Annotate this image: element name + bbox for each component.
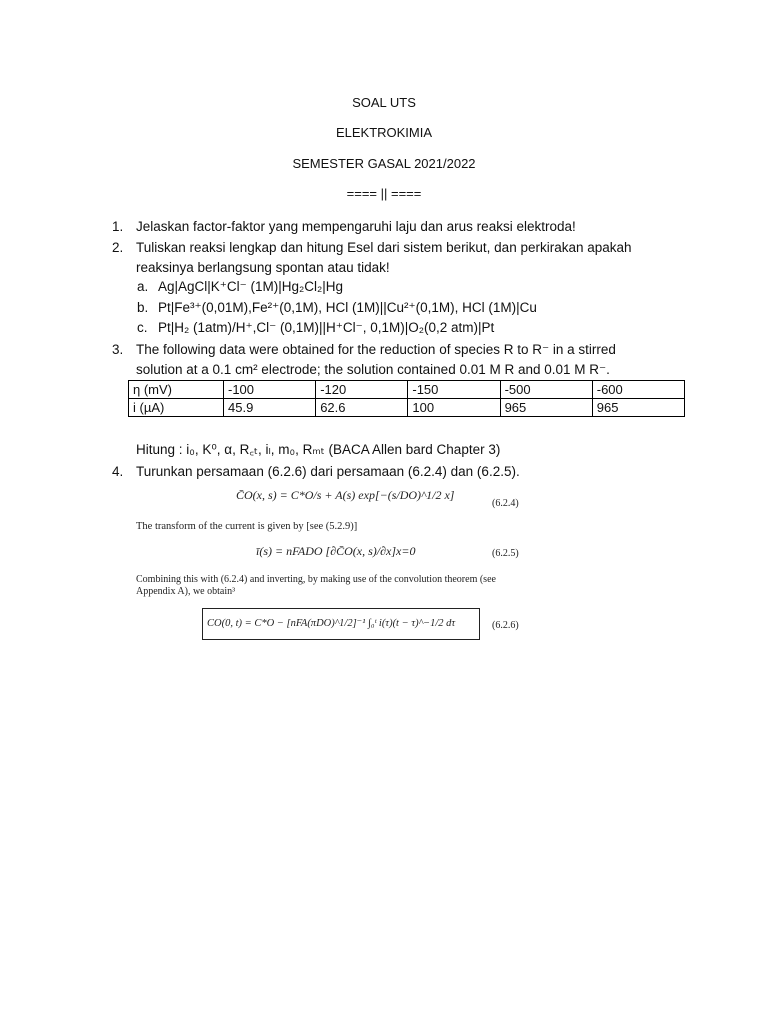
table-cell: 62.6 [316,399,408,417]
question-text-cont: solution at a 0.1 cm² electrode; the solution contained 0.01 M R and 0.01 M R⁻. [136,362,610,377]
table-cell: η (mV) [129,381,224,399]
table-cell: -500 [500,381,592,399]
subquestion-label: a. [137,279,149,294]
textbook-excerpt [136,480,528,656]
data-table [128,380,685,417]
semester-title: SEMESTER GASAL 2021/2022 [292,156,476,171]
subquestion-label: c. [137,320,148,335]
table-cell: 100 [408,399,500,417]
question-text: The following data were obtained for the reduction of species R to R⁻ in a stirred [136,342,616,357]
question-number: 2. [112,240,124,255]
hitung-text: Hitung : i₀, K⁰, α, R꜀ₜ, iₗ, m₀, Rₘₜ (BACA Allen bard Chapter 3) [136,442,501,457]
table-cell: 965 [500,399,592,417]
table-cell: -100 [224,381,316,399]
equation-box [202,608,480,640]
equation-6-2-4: C̄O(x, s) = C*O/s + A(s) exp[−(s/DO)^1/2 x] [236,488,455,502]
subquestion-label: b. [137,300,149,315]
question-number: 3. [112,342,124,357]
header-divider: ==== || ==== [346,186,422,201]
table-cell: -150 [408,381,500,399]
subquestion-text: Ag|AgCl|K⁺Cl⁻ (1M)|Hg₂Cl₂|Hg [158,279,344,294]
equation-6-2-5: ī(s) = nFADO [∂C̄O(x, s)/∂x]x=0 [256,544,416,558]
question-text: Jelaskan factor-faktor yang mempengaruhi laju dan arus reaksi elektroda! [136,219,576,234]
equation-number: (6.2.5) [492,548,519,559]
table-cell: i (µA) [129,399,224,417]
table-cell: -120 [316,381,408,399]
table-row [129,399,685,417]
table-cell: 45.9 [224,399,316,417]
excerpt-text: The transform of the current is given by [see (5.2.9)] [136,521,358,532]
subquestion-text: Pt|Fe³⁺(0,01M),Fe²⁺(0,1M), HCl (1M)||Cu²⁺(0,1M), HCl (1M)|Cu [158,300,537,315]
exam-title: SOAL UTS [352,95,416,110]
equation-number: (6.2.6) [492,620,519,631]
subquestion-text: Pt|H₂ (1atm)/H⁺,Cl⁻ (0,1M)||H⁺Cl⁻, 0,1M)|O₂(0,2 atm)|Pt [158,320,495,335]
table-cell: -600 [592,381,684,399]
equation-number: (6.2.4) [492,498,519,509]
question-number: 4. [112,464,124,479]
excerpt-text: Combining this with (6.2.4) and inverting, by making use of the convolution theorem (see [136,574,496,585]
question-text-cont: reaksinya berlangsung spontan atau tidak! [136,260,390,275]
excerpt-text: Appendix A), we obtain³ [136,586,236,597]
question-number: 1. [112,219,124,234]
question-text: Turunkan persamaan (6.2.6) dari persamaan (6.2.4) dan (6.2.5). [136,464,520,479]
question-text: Tuliskan reaksi lengkap dan hitung Esel dari sistem berikut, dan perkirakan apakah [136,240,632,255]
table-cell: 965 [592,399,684,417]
table-row [129,381,685,399]
course-title: ELEKTROKIMIA [335,125,433,140]
equation-6-2-6: CO(0, t) = C*O − [nFA(πDO)^1/2]⁻¹ ∫₀ᵗ i(τ)(t − τ)^−1/2 dτ [207,618,456,629]
